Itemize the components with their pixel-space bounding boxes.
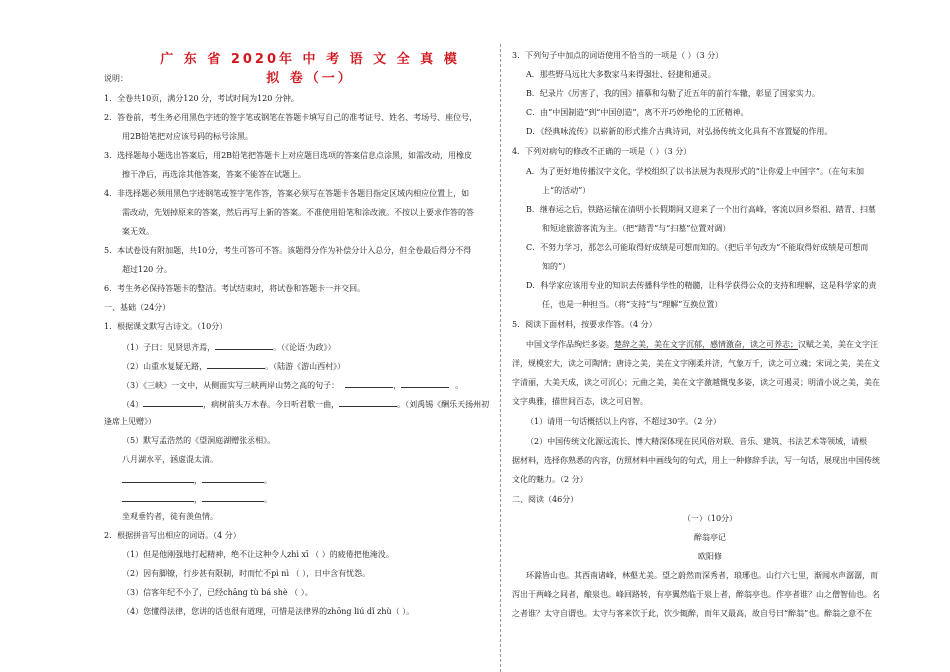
q1-4-source: 。（刘禹锡《酬乐天扬州初 [397, 400, 490, 409]
reading-line: 环滁皆山也。其西南诸峰，林壑尤美。望之蔚然而深秀者，琅琊也。山行六七里，渐闻水声潺潺，而 [526, 571, 878, 580]
question-1: 1．根据课文默写古诗文。（10分） [104, 322, 228, 331]
rule-line: 5．本试卷设有附加题，共10分，考生可答可不答。该题得分作为补偿分计入总分，但全卷最后得分不得 [104, 246, 472, 255]
rule-line: 需改动，先划掉原来的答案，然后再写上新的答案。不准使用铅笔和涂改液。不按以上要求作答的答 [122, 208, 474, 217]
q2-item: （1）但是他刚强地打起精神，绝不让这种令人zhì xī （ ）的疲倦把他淹没。 [122, 550, 394, 559]
exam-title: 广 东 省 2020年 中 考 语 文 全 真 模 拟 卷（一） [160, 52, 460, 86]
passage-line [526, 340, 878, 350]
answer-blank[interactable] [345, 379, 393, 388]
answer-blank[interactable] [122, 493, 194, 502]
poem-blanks-1 [122, 474, 272, 486]
rule-line: 4．非选择题必须用黑色字迹钢笔或签字笔作答，答案必须写在答题卡各题目指定区域内相应位置上，如 [104, 189, 470, 198]
rule-line: 1．全卷共10页，满分120 分，考试时间为120 分钟。 [104, 94, 299, 103]
q1-2-prompt: （2）山重水复疑无路， [122, 362, 208, 371]
option-d: D．科学家应该用专业的知识去传播科学性的精髓，让科学获得公众的支持和理解，这是科学家的责 [526, 281, 877, 290]
rule-line: 2．答卷前，考生务必用黑色字迹的签字笔或钢笔在答题卡填写自己的准考证号、姓名、考场号、座位号， [104, 113, 478, 122]
question-2: 2．根据拼音写出相应的词语。（4 分） [104, 531, 241, 540]
poem-line: 八月湖水平，涵虚混太清。 [122, 455, 218, 464]
answer-blank[interactable] [339, 398, 397, 407]
option-a-cont: 上“的活动”） [542, 186, 591, 195]
underlined-sentence: 楚辞之美，美在文字沉郁，感情激奋，读之可养志； [614, 340, 798, 349]
period: 。 [264, 495, 272, 504]
section-heading: 二、阅读（46分） [512, 495, 579, 504]
q1-item-4 [122, 398, 489, 410]
passage-text: 汉赋之美，美在文字汪 [798, 340, 878, 349]
option-c-cont: 知的”） [542, 262, 571, 271]
question-3: 3．下列句子中加点的词语使用不恰当的一项是（ ）（3 分） [512, 51, 724, 60]
option-c: C．由“中国制造”到“中国创造”，离不开巧妙绝伦的工匠精神。 [526, 108, 749, 117]
answer-blank[interactable] [143, 398, 203, 407]
reading-title: 醉翁亭记 [694, 533, 726, 542]
q5-item-1: （1）请用一句话概括以上内容，不超过30字。（2 分） [526, 417, 721, 426]
passage-line: 字清丽，大美天成，读之可沉心；元曲之美，美在文字激越慨曳多姿，读之可遏灵；明清小说之美，美在 [512, 378, 880, 387]
comma: ， [194, 495, 202, 504]
q1-2-source: 。（陆游《游山西村》） [265, 362, 346, 371]
option-a: A．那些野马远比大多数家马来得强壮、轻捷和通灵。 [526, 70, 716, 79]
instructions-heading: 说明： [104, 74, 128, 83]
option-b: B．纪录片《厉害了，我的国》描摹和勾勒了近五年的前行车辙，彰显了国家实力。 [526, 89, 820, 98]
right-column [512, 0, 908, 672]
answer-blank[interactable] [202, 474, 264, 483]
comma: ， [194, 476, 202, 485]
answer-blank[interactable] [401, 379, 449, 388]
rule-line: 案无效。 [122, 227, 154, 236]
option-d: D．《经典咏流传》以崭新的形式推介古典诗词，对弘扬传统文化具有不容置疑的作用。 [526, 127, 833, 136]
poem-blanks-2 [122, 493, 272, 505]
q1-4-prompt: （4） [122, 400, 144, 409]
q2-item: （3）信客年纪不小了，已经chāng tù bá shè （ ）。 [122, 588, 313, 597]
q1-4-source-cont: 逢席上见赠》） [104, 417, 156, 426]
rule-line: 超过120 分。 [122, 265, 172, 274]
option-c: C．不努力学习，那怎么可能取得好成绩是可想而知的。（把后半句改为“不能取得好成绩是可想而 [526, 243, 869, 252]
column-divider [500, 44, 501, 672]
q1-item-1 [122, 341, 336, 353]
q5-item-2-cont: 据材料，选择你熟悉的内容，仿照材料中画线句的句式，用上一种修辞手法，写一句话，展现出中国传统 [512, 456, 880, 465]
answer-blank[interactable] [207, 360, 265, 369]
q5-item-2-cont: 文化的魅力。（2 分） [512, 475, 588, 484]
q1-item-5: （5）默写孟浩然的《望洞庭湖赠张丞相》。 [122, 436, 276, 445]
reading-line: 泻出于两峰之间者，酿泉也。峰回路转，有亭翼然临于泉上者，醉翁亭也。作亭者谁？山之僧智仙也。名 [512, 590, 880, 599]
q1-1-source: 。（《论语·为政》） [273, 343, 336, 352]
question-4: 4．下列对病句的修改不正确的一项是（ ）（3 分） [512, 147, 692, 156]
answer-blank[interactable] [122, 474, 194, 483]
option-a: A．为了更好地传播汉字文化，学校组织了以书法展为表现形式的“让你爱上中国字”。（在句末加 [526, 167, 864, 176]
q2-item: （2）因有脚镣，行步甚有限制，时而忙不pì nì （ ），日中含有忧怨。 [122, 569, 371, 578]
rule-line: 擦干净后，再选涂其他答案，答案不能答在试题上。 [122, 170, 306, 179]
question-5: 5．阅读下面材料，按要求作答。（4 分） [512, 320, 657, 329]
q1-3-prompt: （3）《三峡》一文中，从侧面实写三峡两岸山势之高的句子： [122, 381, 340, 390]
option-b: B．继春运之后，铁路运输在清明小长假期间又迎来了一个出行高峰，客流以回乡祭祖、踏青、扫墓 [526, 205, 876, 214]
rule-line: 6．考生务必保持答题卡的整洁。考试结束时，将试卷和答题卡一并交回。 [104, 284, 366, 293]
q2-item: （4）您懂得法律，您讲的话也很有道理，可惜是法律界的zhōng liú dǐ zhù（ ）。 [122, 607, 415, 616]
q1-item-2 [122, 360, 345, 372]
reading-line: 之者谁？太守自谓也。太守与客来饮于此，饮少辄醉，而年又最高，故自号曰“醉翁”也。醉翁之意不在 [512, 609, 873, 618]
rule-line: 用2B铅笔把对应该号码的标号涂黑。 [122, 132, 253, 141]
section-heading: 一、基础（24分） [104, 303, 171, 312]
reading-part-label: （一）（10分） [682, 514, 738, 523]
q1-item-3 [122, 379, 463, 391]
reading-author: 欧阳修 [698, 552, 722, 561]
q5-item-2: （2）中国传统文化源远流长、博大精深体现在民风俗对联、音乐、建筑、书法艺术等领域，请根 [526, 437, 868, 446]
q1-3-comma: ， [393, 381, 402, 390]
poem-line: 坐观垂钓者，徒有羡鱼情。 [122, 512, 218, 521]
q1-1-prompt: （1）子曰：见贤思齐焉， [122, 343, 216, 352]
answer-blank[interactable] [215, 341, 273, 350]
passage-line: 洋，规模宏大，读之可陶情；唐诗之美，美在文字刚柔并济，气象万千，读之可立魂；宋词之美，美在文 [512, 359, 880, 368]
option-b-cont: 和短途旅游客流为主。（把“踏青”与“扫墓”位置对调） [542, 224, 731, 233]
rule-line: 3．选择题每小题选出答案后，用2B铅笔把答题卡上对应题目选项的答案信息点涂黑，如需改动，用橡皮 [104, 151, 473, 160]
passage-line: 文字典雅，描世间百态，读之可启智。 [512, 397, 648, 406]
passage-text: 中国文学作品绚烂多姿。 [526, 340, 614, 349]
q1-3-period: 。 [455, 381, 464, 390]
option-d-cont: 任，也是一种担当。（将“支持”与“理解”互换位置） [542, 300, 723, 309]
period: 。 [264, 476, 272, 485]
answer-blank[interactable] [202, 493, 264, 502]
left-column [104, 0, 496, 672]
q1-4-text: ，病树前头万木春。今日听君歌一曲， [203, 400, 340, 409]
